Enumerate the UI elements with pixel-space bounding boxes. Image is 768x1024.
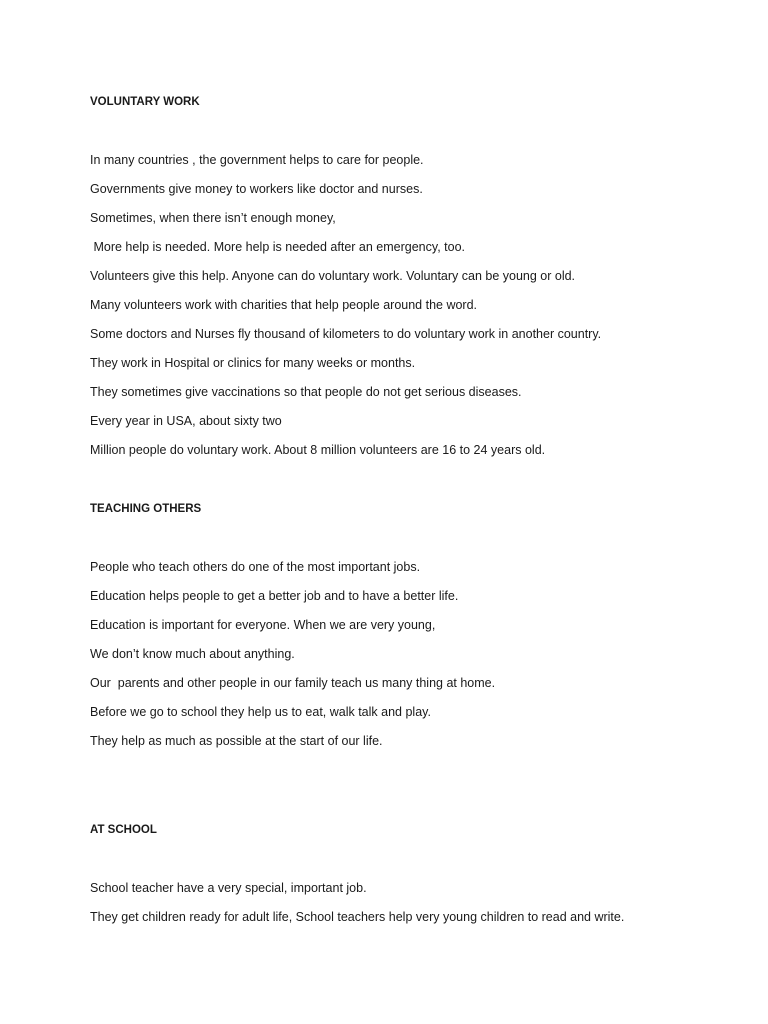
paragraph-line: Our parents and other people in our family teach us many thing at home.: [90, 676, 496, 690]
paragraph-line: People who teach others do one of the most important jobs.: [90, 560, 421, 574]
paragraph-line: Education helps people to get a better job and to have a better life.: [90, 589, 459, 603]
section-voluntary-work: [90, 94, 730, 458]
section-heading: TEACHING OTHERS: [90, 503, 202, 515]
paragraph-line: Every year in USA, about sixty two: [90, 414, 282, 428]
paragraph-line: In many countries , the government helps to care for people.: [90, 153, 424, 167]
paragraph-line: Sometimes, when there isn’t enough money,: [90, 211, 336, 225]
paragraph-line: Education is important for everyone. When we are very young,: [90, 618, 436, 632]
paragraph-line: Governments give money to workers like doctor and nurses.: [90, 182, 423, 196]
paragraph-line: We don’t know much about anything.: [90, 647, 295, 661]
paragraph-line: School teacher have a very special, important job.: [90, 881, 367, 895]
paragraph-line: They sometimes give vaccinations so that people do not get serious diseases.: [90, 385, 522, 399]
paragraph-line: They help as much as possible at the start of our life.: [90, 734, 383, 748]
paragraph-line: Before we go to school they help us to eat, walk talk and play.: [90, 705, 431, 719]
paragraph-line: Million people do voluntary work. About 8 million volunteers are 16 to 24 years old.: [90, 443, 546, 457]
paragraph-line: Many volunteers work with charities that help people around the word.: [90, 298, 478, 312]
paragraph-line: They get children ready for adult life, School teachers help very young children to read and write.: [90, 910, 625, 924]
section-at-school: [90, 822, 730, 925]
section-teaching-others: [90, 501, 730, 749]
paragraph-line: More help is needed. More help is needed after an emergency, too.: [90, 240, 465, 254]
section-heading: AT SCHOOL: [90, 824, 157, 836]
section-heading: VOLUNTARY WORK: [90, 96, 200, 108]
document-content: [90, 94, 730, 925]
paragraph-line: Some doctors and Nurses fly thousand of kilometers to do voluntary work in another country.: [90, 327, 602, 341]
paragraph-line: Volunteers give this help. Anyone can do voluntary work. Voluntary can be young or old.: [90, 269, 576, 283]
paragraph-line: They work in Hospital or clinics for many weeks or months.: [90, 356, 416, 370]
